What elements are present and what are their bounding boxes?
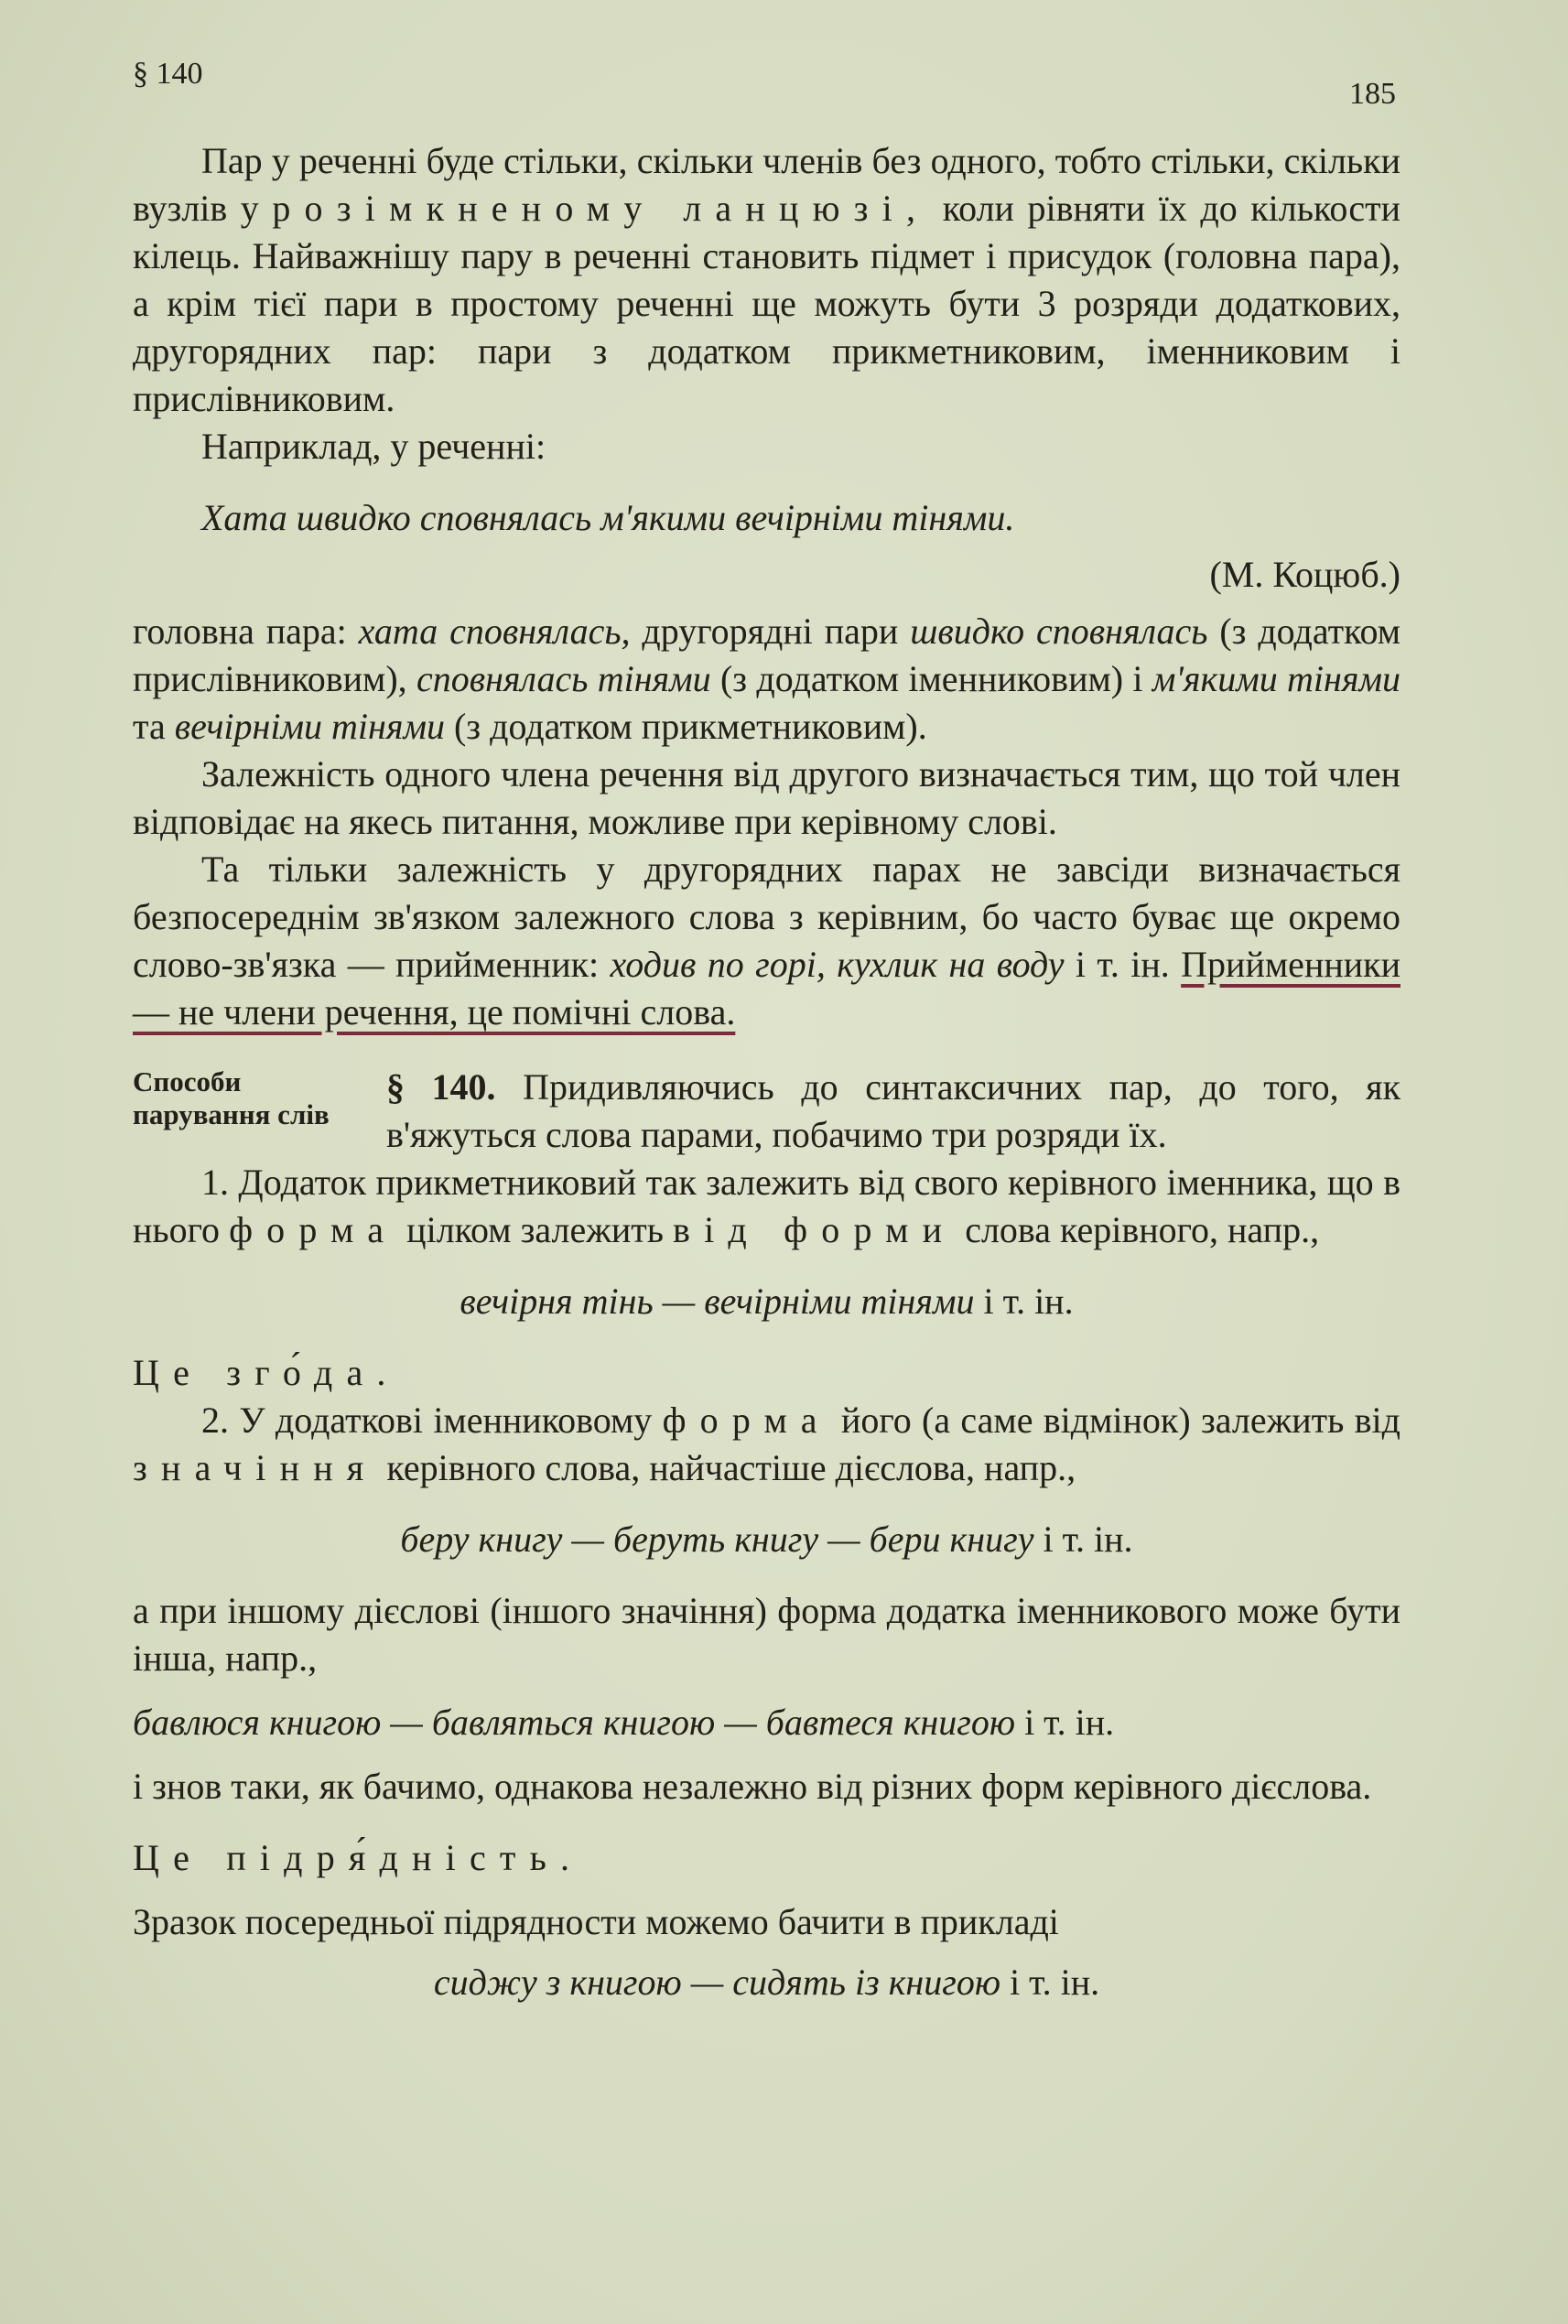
example-agreement: вечірня тінь — вечірніми тінями і т. ін. <box>460 1281 1074 1322</box>
paragraph-pairs-analysis: головна пара: хата сповнялась, другорядні пари швидко сповнялась (з додатком прислівниковим), сповнялась тінями (з додатком іменниковим) і м'якими тінями та вечірніми тінями (з додатком прикметниковим). <box>133 611 1401 747</box>
term-subordination: Це підря́дність. <box>133 1837 584 1878</box>
example-attribution: (М. Коцюб.) <box>1209 554 1400 595</box>
paragraph-indirect: Зразок посередньої підрядности можемо бачити в прикладі <box>133 1901 1059 1942</box>
example-other-verb: бавлюся книгою — бавляться книгою — бавтеся книгою і т. ін. <box>133 1702 1115 1743</box>
margin-heading: Способи парування слів <box>133 1065 330 1130</box>
page-body <box>133 137 1400 2030</box>
section-intro: § 140. Придивляючись до синтаксичних пар, до того, як в'яжуться слова парами, побачимо три розряди їх. <box>386 1066 1400 1155</box>
section-mark: § 140 <box>133 57 203 91</box>
underlined-note: Прийменники — не члени речення, це помічні слова. <box>133 944 1400 1032</box>
paragraph-dependence: Залежність одного члена речення від другого визначається тим, що той член відповідає на якесь питання, можливе при керівному слові. <box>133 753 1400 842</box>
paragraph-example-intro: Наприклад, у реченні: <box>201 426 546 467</box>
term-agreement: Це зго́да. <box>133 1352 400 1393</box>
example-sentence: Хата швидко сповнялась м'якими вечірніми тінями. <box>201 497 1015 538</box>
paragraph-prepositions: Та тільки залежність у другорядних парах не завсіди визначається безпосереднім зв'язком залежного слова з керівним, бо часто буває ще окремо слово-зв'язка — прийменник: ходив по горі, кухлик на воду і т. ін. Прийменники — не члени речення, це помічні слова. <box>133 849 1400 1032</box>
paragraph-same-form: і знов таки, як бачимо, однакова незалежно від різних форм керівного дієслова. <box>133 1766 1372 1807</box>
paragraph-other-verb: а при іншому дієслові (іншого значіння) форма додатка іменникового може бути інша, напр., <box>133 1590 1400 1679</box>
page-number: 185 <box>1349 77 1396 111</box>
example-government: беру книгу — беруть книгу — бери книгу і т. ін. <box>400 1519 1133 1560</box>
item-2: 2. У додаткові іменниковому форма його (а саме відмінок) залежить від значіння керівного слова, найчастіше дієслова, напр., <box>133 1400 1400 1488</box>
paragraph-pairs-count: Пар у реченні буде стільки, скільки членів без одного, тобто стільки, скільки вузлів у розімкненому ланцюзі, коли рівняти їх до кількости кілець. Найважнішу пару в реченні становить підмет і присудок (головна пара), а крім тієї пари в простому реченні ще можуть бути 3 розряди додаткових, другорядних пар: пари з додатком прикметниковим, іменниковим і прислівниковим. <box>133 140 1401 419</box>
section-140 <box>133 1064 1400 1159</box>
example-indirect: сиджу з книгою — сидять із книгою і т. ін. <box>433 1962 1100 2003</box>
section-number: § 140. <box>386 1066 496 1108</box>
item-1: 1. Додаток прикметниковий так залежить від свого керівного іменника, що в нього форма цілком залежить від форми слова керівного, напр., <box>133 1162 1400 1250</box>
